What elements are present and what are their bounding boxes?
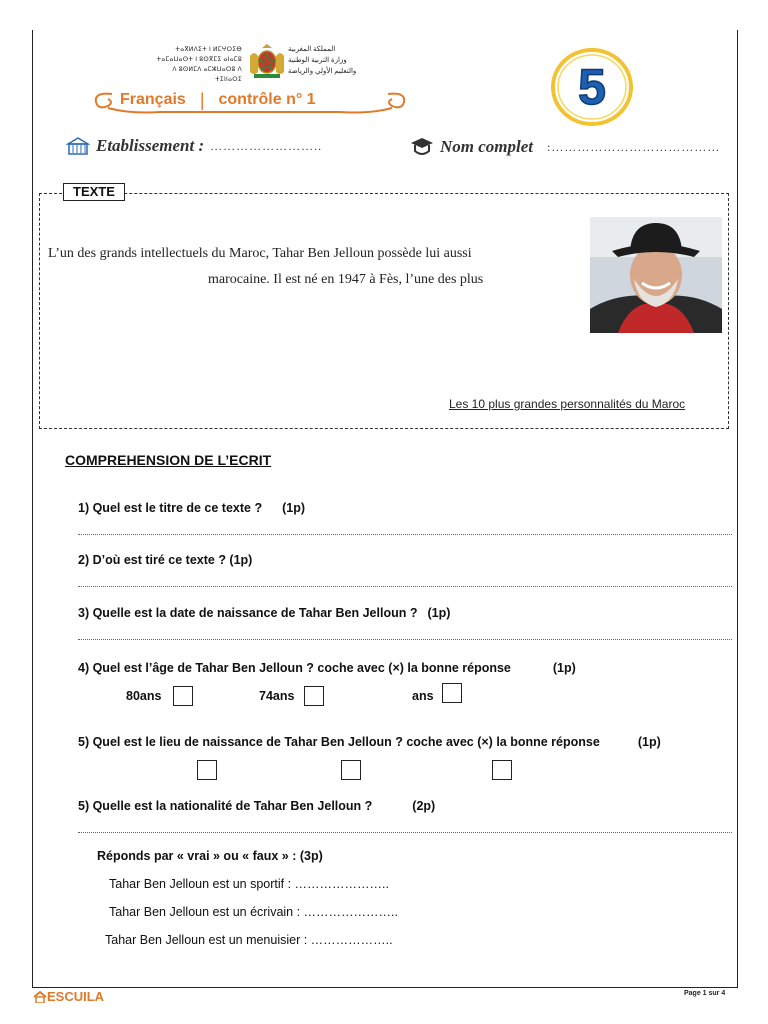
texte-line-1: L’un des grands intellectuels du Maroc, Tahar Ben Jelloun possède lui aussi	[48, 246, 472, 261]
header-arabic-line: وزارة التربية الوطنية	[288, 57, 347, 64]
answer-line-3[interactable]	[78, 639, 732, 640]
school-building-icon	[66, 136, 90, 156]
page-number: Page 1 sur 4	[684, 990, 726, 997]
question-5-text: 5) Quel est le lieu de naissance de Tahar Ben Jelloun ? coche avec (×) la bonne réponse	[78, 735, 600, 749]
question-4-text: 4) Quel est l’âge de Tahar Ben Jelloun ? coche avec (×) la bonne réponse	[78, 661, 511, 675]
question-6-points: (2p)	[412, 799, 436, 813]
vrai-faux-item-sportif[interactable]: Tahar Ben Jelloun est un sportif : …………………..	[109, 877, 389, 891]
option-80ans-checkbox[interactable]	[173, 686, 193, 706]
vrai-faux-item-ecrivain[interactable]: Tahar Ben Jelloun est un écrivain : …………………..	[109, 905, 399, 919]
texte-line-2: marocaine. Il est né en 1947 à Fès, l’une des plus	[208, 272, 484, 287]
grade-number: 5	[578, 59, 606, 115]
question-2-text: 2) D’où est tiré ce texte ? (1p)	[78, 553, 253, 567]
etablissement-label: Etablissement :	[96, 136, 205, 155]
answer-line-2[interactable]	[78, 586, 732, 587]
header-tifinagh-line: ⵜⴰⵎⴰⵡⴰⵙⵜ ⵏ ⵓⵙⴳⵎⵉ ⴰⵏⴰⵎⵓ	[156, 57, 242, 63]
question-2	[78, 553, 252, 567]
comprehension-title: COMPREHENSION DE L’ECRIT	[65, 452, 272, 468]
lieu-option-1-checkbox[interactable]	[197, 760, 217, 780]
graduation-cap-icon	[410, 136, 434, 158]
coat-of-arms-icon	[246, 42, 288, 80]
nom-complet-field	[410, 136, 720, 158]
question-1-points: (1p)	[282, 501, 306, 515]
page-border-right	[737, 30, 738, 988]
lieu-option-2-checkbox[interactable]	[341, 760, 361, 780]
etablissement-field	[66, 136, 322, 156]
page-border-bottom	[32, 987, 738, 988]
nom-complet-label: Nom complet	[440, 137, 534, 156]
header-arabic-line: المملكة المغربية	[288, 46, 336, 53]
question-6-text: 5) Quelle est la nationalité de Tahar Ben Jelloun ?	[78, 799, 373, 813]
escuila-logo	[33, 989, 104, 1004]
option-ans-checkbox[interactable]	[442, 683, 462, 703]
question-6	[78, 799, 435, 813]
answer-line-1[interactable]	[78, 534, 732, 535]
house-icon	[33, 991, 47, 1003]
subject-title: Français	[120, 91, 186, 108]
texte-label: TEXTE	[63, 183, 125, 201]
header-arabic	[288, 44, 370, 77]
option-74ans-label: 74ans	[259, 689, 295, 703]
exam-title: contrôle n° 1	[218, 91, 316, 108]
header-tifinagh-line: ⵜⴰⴳⵍⴷⵉⵜ ⵏ ⵍⵎⵖⵔⵉⴱ	[175, 47, 242, 53]
question-3-points: (1p)	[427, 606, 451, 620]
question-4	[78, 661, 576, 675]
nom-complet-input[interactable]: :…………………………………	[547, 139, 721, 154]
answer-line-6[interactable]	[78, 832, 732, 833]
texte-source: Les 10 plus grandes personnalités du Maroc	[449, 397, 686, 411]
question-5	[78, 735, 661, 749]
grade-badge	[551, 48, 633, 126]
option-74ans-checkbox[interactable]	[304, 686, 324, 706]
question-3-text: 3) Quelle est la date de naissance de Tahar Ben Jelloun ?	[78, 606, 418, 620]
header-tifinagh-line: ⴷ ⵓⵙⵍⵎⴷ ⴰⵎⵣⵡⴰⵔⵓ ⴷ ⵜⵉⵏⵏⴰⵔⵉ	[172, 67, 242, 83]
question-3	[78, 606, 450, 620]
etablissement-input[interactable]: ……………………..	[210, 138, 323, 153]
option-ans-label: ans	[412, 689, 434, 703]
option-80ans-label: 80ans	[126, 689, 162, 703]
vrai-faux-title: Réponds par « vrai » ou « faux » : (3p)	[97, 849, 323, 863]
title-banner	[120, 88, 390, 112]
title-separator: |	[199, 89, 205, 110]
lieu-option-3-checkbox[interactable]	[492, 760, 512, 780]
question-5-points: (1p)	[637, 735, 661, 749]
header-arabic-line: والتعليم الأولي والرياضة	[288, 68, 357, 75]
escuila-logo-text: ESCUILA	[47, 989, 105, 1004]
question-1-text: 1) Quel est le titre de ce texte ?	[78, 501, 263, 515]
page-border-left	[32, 30, 33, 988]
question-1	[78, 501, 305, 515]
vrai-faux-item-menuisier[interactable]: Tahar Ben Jelloun est un menuisier : ………………..	[105, 933, 393, 947]
header-tifinagh	[150, 45, 242, 85]
question-4-points: (1p)	[552, 661, 576, 675]
author-portrait-image	[590, 217, 722, 333]
